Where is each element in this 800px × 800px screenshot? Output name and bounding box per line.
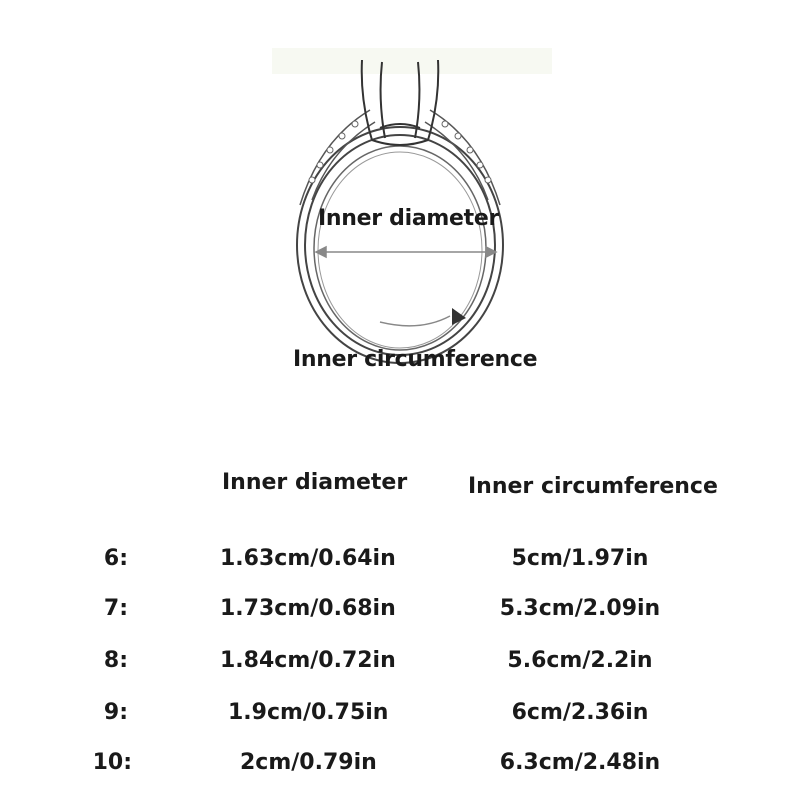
ring-size: 10: <box>92 750 132 775</box>
inner-diameter-value: 1.84cm/0.72in <box>220 648 396 673</box>
ring-label-inner-diameter: Inner diameter <box>318 206 500 231</box>
inner-diameter-value: 1.63cm/0.64in <box>220 546 396 571</box>
header-inner-diameter: Inner diameter <box>222 470 408 495</box>
size-row <box>0 648 800 688</box>
ring-size: 7: <box>103 596 128 621</box>
size-row <box>0 700 800 740</box>
size-row <box>0 546 800 586</box>
inner-circumference-value: 6cm/2.36in <box>511 700 649 725</box>
ring-size: 8: <box>103 648 128 673</box>
inner-circumference-value: 5.3cm/2.09in <box>499 596 661 621</box>
size-row <box>0 596 800 636</box>
ring-size: 6: <box>103 546 128 571</box>
ring-label-inner-circumference: Inner circumference <box>293 347 538 372</box>
header-inner-circumference: Inner circumference <box>468 474 718 499</box>
inner-circumference-value: 5.6cm/2.2in <box>507 648 653 673</box>
inner-diameter-value: 1.9cm/0.75in <box>228 700 389 725</box>
inner-circumference-value: 5cm/1.97in <box>511 546 649 571</box>
inner-circumference-value: 6.3cm/2.48in <box>499 750 661 775</box>
inner-diameter-value: 1.73cm/0.68in <box>220 596 396 621</box>
ring-size: 9: <box>103 700 128 725</box>
size-row <box>0 750 800 790</box>
inner-diameter-value: 2cm/0.79in <box>240 750 377 775</box>
